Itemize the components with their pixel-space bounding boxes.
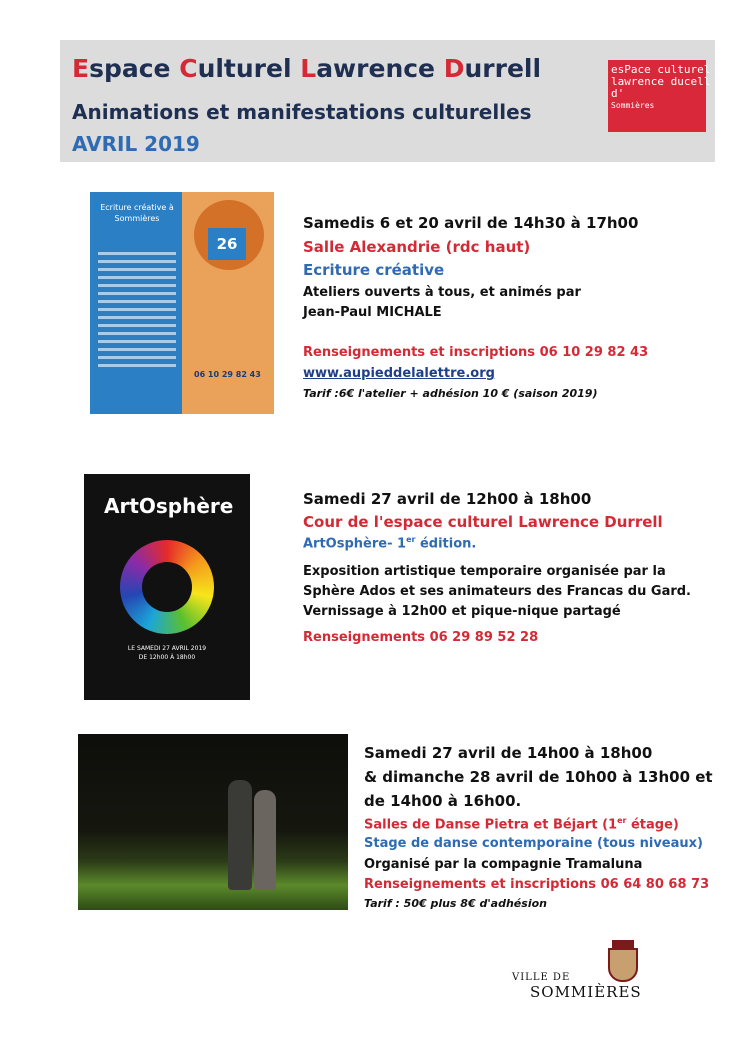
event2-name: ArtOsphère- 1er édition.	[303, 535, 477, 552]
event3-tarif: Tarif : 50€ plus 8€ d'adhésion	[364, 897, 547, 910]
dance-photo	[78, 734, 348, 910]
poster-heading: Ecriture créative à Sommières	[100, 203, 174, 223]
event1-date: Samedis 6 et 20 avril de 14h30 à 17h00	[303, 214, 639, 232]
month-label: AVRIL 2019	[72, 132, 200, 156]
event2-desc-line2: Sphère Ados et ses animateurs des Francas du Gard.	[303, 584, 691, 599]
dancer-figure	[254, 790, 276, 890]
event2-contact: Renseignements 06 29 89 52 28	[303, 630, 539, 645]
event2-date: Samedi 27 avril de 12h00 à 18h00	[303, 490, 592, 508]
page-subtitle: Animations et manifestations culturelles	[72, 100, 532, 124]
event2-place: Cour de l'espace culturel Lawrence Durrell	[303, 513, 663, 531]
event1-tarif: Tarif :6€ l'atelier + adhésion 10 € (saison 2019)	[303, 387, 598, 400]
espace-culturel-logo: esPace culturel lawrence ducell d' Sommières	[608, 60, 706, 132]
poster-title: ArtOsphère	[104, 494, 234, 518]
sponsor-logos	[90, 414, 274, 432]
event1-desc-line2: Jean-Paul MICHALE	[303, 305, 442, 320]
event3-desc: Organisé par la compagnie Tramaluna	[364, 857, 643, 872]
artosphere-poster	[84, 474, 250, 700]
poster-info: LE SAMEDI 27 AVRIL 2019 DE 12h00 À 18h00	[127, 645, 207, 661]
event1-desc-line1: Ateliers ouverts à tous, et animés par	[303, 285, 581, 300]
event2-desc-line1: Exposition artistique temporaire organisée par la	[303, 564, 666, 579]
event3-place: Salles de Danse Pietra et Béjart (1er étage)	[364, 816, 679, 833]
city-crest-icon	[608, 948, 638, 982]
event3-date-line2: & dimanche 28 avril de 10h00 à 13h00 et	[364, 768, 713, 786]
event1-website-link[interactable]: www.aupieddelalettre.org	[303, 366, 495, 381]
footer-ville: VILLE DE	[512, 972, 571, 983]
footer-city-name: SOMMIÈRES	[530, 983, 642, 1001]
poster-phone: 06 10 29 82 43	[194, 370, 261, 379]
event3-contact: Renseignements et inscriptions 06 64 80 68 73	[364, 877, 710, 892]
page-title: Espace Culturel Lawrence Durrell	[72, 54, 542, 83]
event1-place: Salle Alexandrie (rdc haut)	[303, 238, 531, 256]
dancer-figure	[228, 780, 252, 890]
header-banner	[60, 40, 715, 162]
event3-name: Stage de danse contemporaine (tous niveaux)	[364, 836, 703, 851]
event2-desc-line3: Vernissage à 12h00 et pique-nique partagé	[303, 604, 621, 619]
ecriture-poster	[90, 192, 274, 432]
event3-date-line1: Samedi 27 avril de 14h00 à 18h00	[364, 744, 653, 762]
event1-contact: Renseignements et inscriptions 06 10 29 82 43	[303, 345, 649, 360]
event3-date-line3: de 14h00 à 16h00.	[364, 792, 522, 810]
poster-badge: 26	[208, 228, 246, 260]
poster-text-lines	[98, 252, 176, 372]
event1-name: Ecriture créative	[303, 261, 445, 279]
